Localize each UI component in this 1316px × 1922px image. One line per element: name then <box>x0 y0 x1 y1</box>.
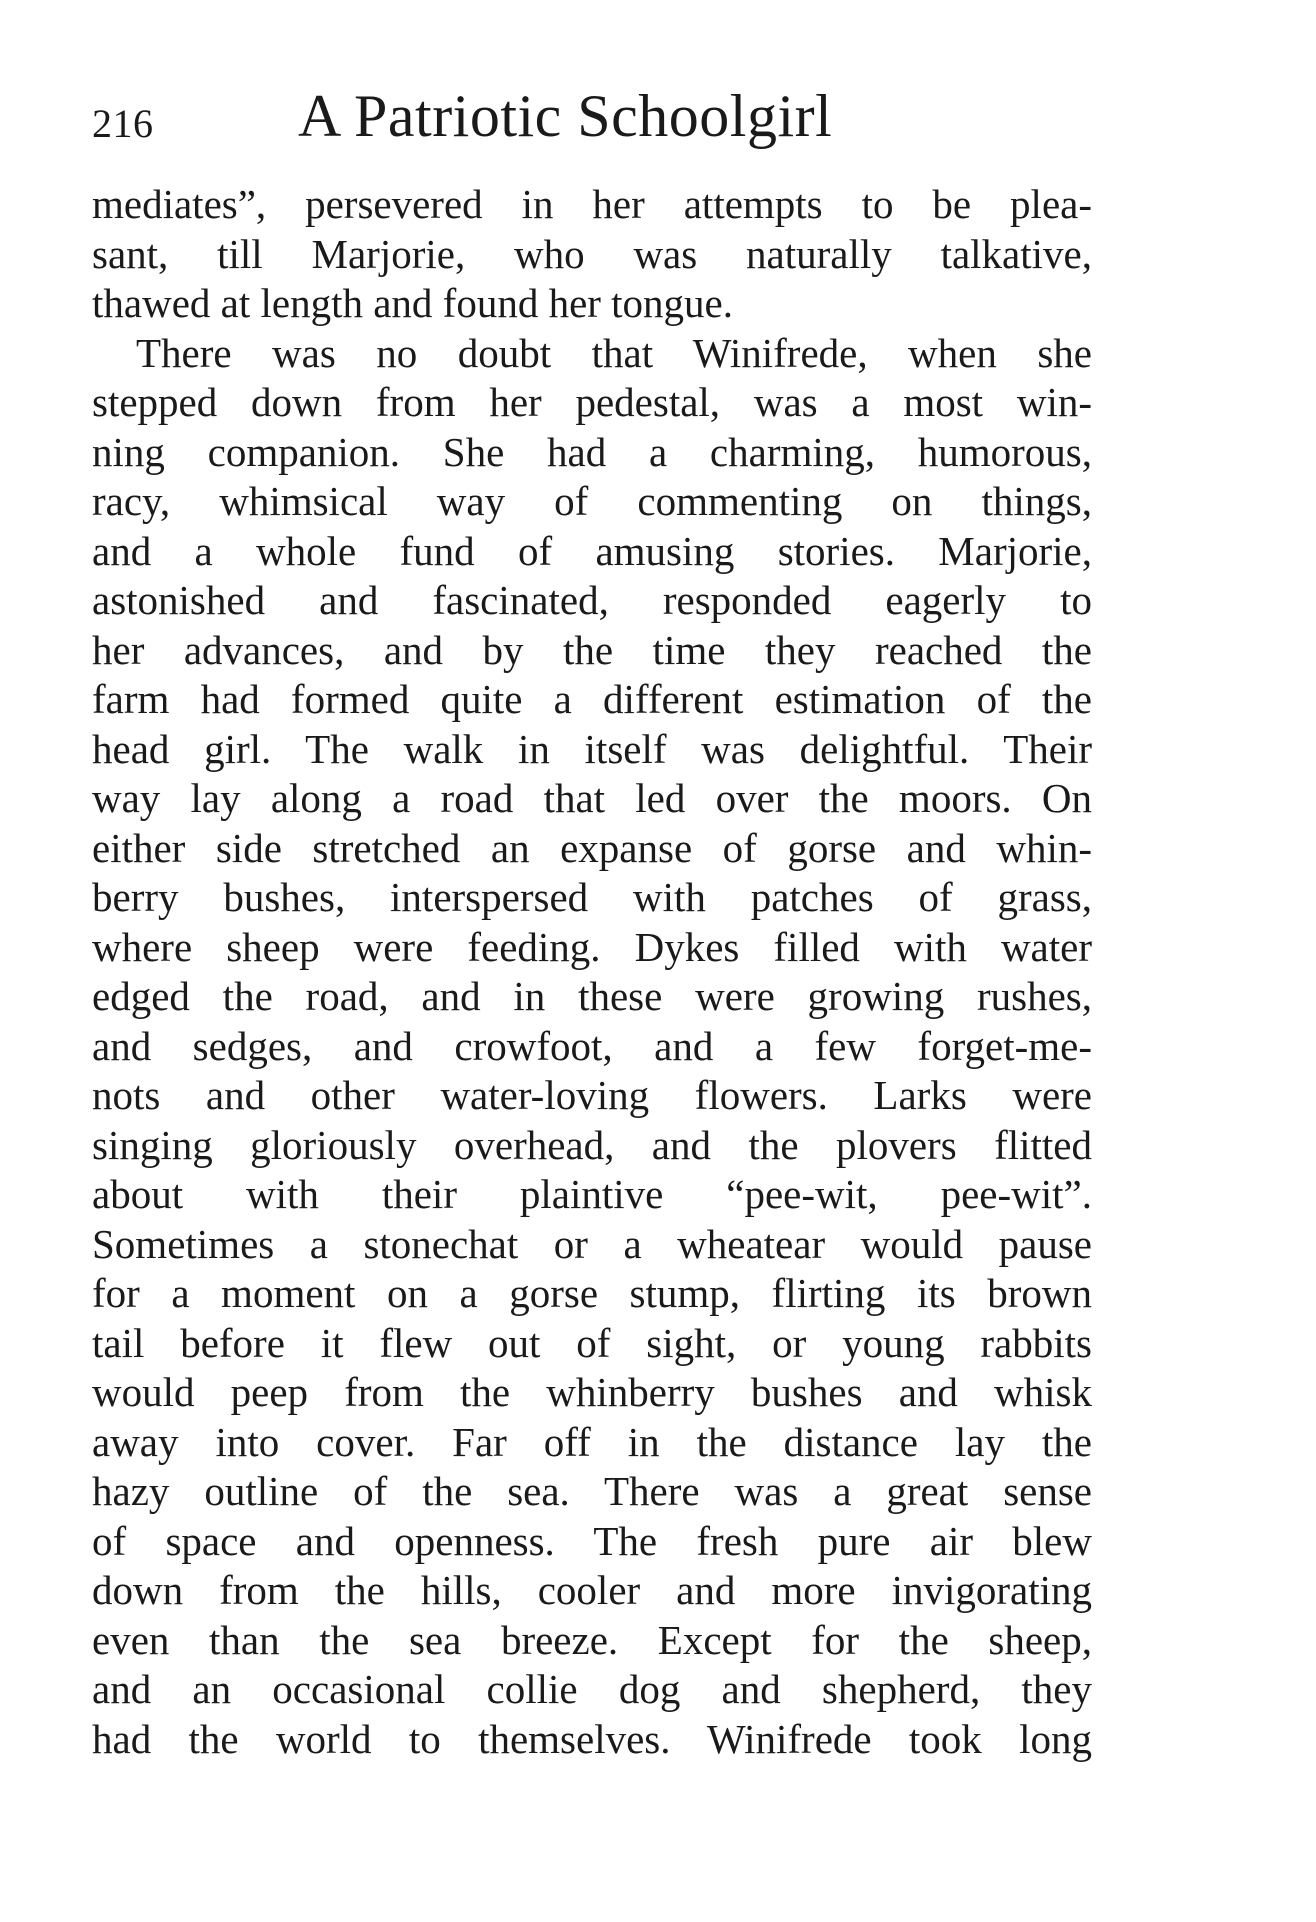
text-line: had the world to themselves. Winifrede took long <box>92 1715 1092 1762</box>
body-text <box>92 180 1092 1764</box>
text-line: and an occasional collie dog and shepherd, they <box>92 1666 1092 1712</box>
text-line: There was no doubt that Winifrede, when she <box>136 329 1092 376</box>
text-line: head girl. The walk in itself was delightful. Their <box>92 725 1092 772</box>
text-line: and a whole fund of amusing stories. Marjorie, <box>92 527 1092 574</box>
text-line: even than the sea breeze. Except for the sheep, <box>92 1616 1092 1663</box>
text-line: away into cover. Far off in the distance lay the <box>92 1418 1092 1465</box>
text-line: ning companion. She had a charming, humorous, <box>92 428 1092 475</box>
text-line: sant, till Marjorie, who was naturally talkative, <box>92 230 1092 277</box>
text-line: way lay along a road that led over the moors. On <box>92 775 1092 821</box>
page-number: 216 <box>92 101 154 146</box>
text-line: where sheep were feeding. Dykes filled with water <box>92 923 1092 970</box>
text-line: stepped down from her pedestal, was a most win- <box>92 379 1092 425</box>
text-line: edged the road, and in these were growing rushes, <box>92 973 1092 1019</box>
text-line: her advances, and by the time they reached the <box>92 626 1092 673</box>
text-line: and sedges, and crowfoot, and a few forget-me- <box>92 1022 1092 1069</box>
text-line: Sometimes a stonechat or a wheatear would pause <box>92 1220 1092 1267</box>
text-line: astonished and fascinated, responded eagerly to <box>92 577 1092 623</box>
text-line: berry bushes, interspersed with patches of grass, <box>92 874 1092 920</box>
text-line: mediates”, persevered in her attempts to be plea- <box>92 181 1092 227</box>
page-header <box>92 82 1092 162</box>
text-line: about with their plaintive “pee-wit, pee-wit”. <box>92 1171 1092 1217</box>
text-line: thawed at length and found her tongue. <box>92 280 734 326</box>
text-line: farm had formed quite a different estimation of the <box>92 676 1092 722</box>
text-line: would peep from the whinberry bushes and whisk <box>92 1369 1092 1415</box>
text-line: racy, whimsical way of commenting on things, <box>92 478 1092 524</box>
text-line: for a moment on a gorse stump, flirting its brown <box>92 1270 1092 1316</box>
running-title: A Patriotic Schoolgirl <box>298 83 833 149</box>
text-line: singing gloriously overhead, and the plovers flitted <box>92 1121 1092 1168</box>
text-line: of space and openness. The fresh pure air blew <box>92 1517 1092 1564</box>
text-line: down from the hills, cooler and more invigorating <box>92 1567 1092 1613</box>
text-line: hazy outline of the sea. There was a great sense <box>92 1468 1092 1514</box>
text-line: nots and other water-loving flowers. Larks were <box>92 1072 1092 1118</box>
text-line: tail before it flew out of sight, or young rabbits <box>92 1319 1092 1366</box>
text-line: either side stretched an expanse of gorse and whin- <box>92 824 1092 871</box>
